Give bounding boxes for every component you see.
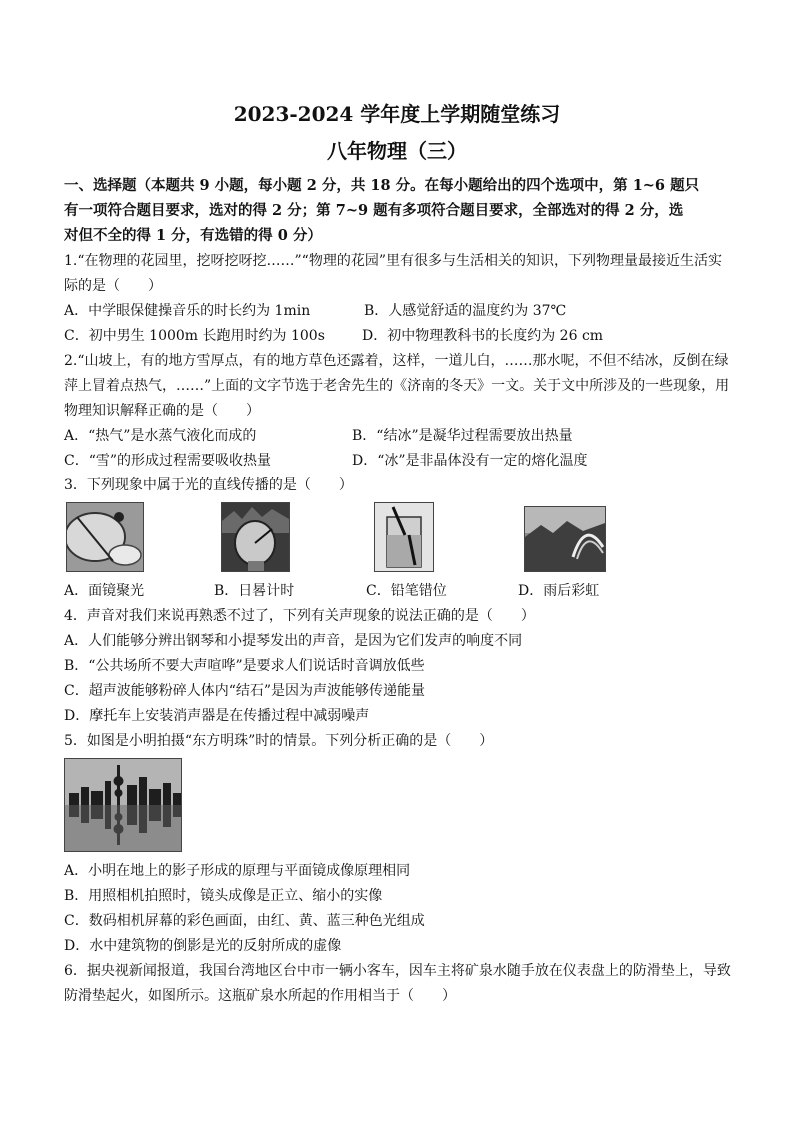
q4-stem: 4．声音对我们来说再熟悉不过了，下列有关声现象的说法正确的是（ ）: [64, 608, 535, 624]
q3-option-b: B．日晷计时: [214, 583, 295, 599]
q4-option-c: C．超声波能够粉碎人体内“结石”是因为声波能够传递能量: [64, 683, 426, 699]
q1-option-d: D．初中物理教科书的长度约为 26 cm: [362, 328, 604, 344]
q2-stem-line1: 2.“山坡上，有的地方雪厚点，有的地方草色还露着，这样，一道儿白，……那水呢，不但不结冰，反倒在绿: [64, 353, 729, 369]
page-subtitle: 八年物理（三）: [327, 139, 467, 163]
q1-option-b: B．人感觉舒适的温度约为 37℃: [364, 303, 567, 319]
q3-image-rainbow: [524, 506, 606, 572]
q3-option-a: A．面镜聚光: [64, 583, 145, 599]
q4-option-b: B．“公共场所不要大声喧哗”是要求人们说话时音调放低些: [64, 658, 425, 674]
page-title: 2023-2024 学年度上学期随堂练习: [233, 102, 561, 126]
q3-image-pencil-glass: [374, 502, 434, 572]
q5-option-d: D．水中建筑物的倒影是光的反射所成的虚像: [64, 938, 342, 954]
q1-option-a: A．中学眼保健操音乐的时长约为 1min: [64, 303, 311, 319]
q2-option-c: C．“雪”的形成过程需要吸收热量: [64, 453, 272, 469]
q3-option-d: D．雨后彩虹: [518, 583, 600, 599]
q2-option-b: B．“结冰”是凝华过程需要放出热量: [352, 428, 573, 444]
section-instructions-line1: 一、选择题（本题共 9 小题，每小题 2 分，共 18 分。在每小题给出的四个选项中，第 1~6 题只: [64, 177, 700, 194]
q3-image-mirror: [66, 502, 144, 572]
q2-stem-line2: 萍上冒着点热气，……”上面的文字节选于老舍先生的《济南的冬天》一文。关于文中所涉及的一些现象，用: [64, 378, 730, 394]
q5-option-a: A．小明在地上的影子形成的原理与平面镜成像原理相同: [64, 863, 411, 879]
q5-option-b: B．用照相机拍照时，镜头成像是正立、缩小的实像: [64, 888, 383, 904]
q1-stem-line1: 1.“在物理的花园里，挖呀挖呀挖……”“物理的花园”里有很多与生活相关的知识，下列物理量最接近生活实: [64, 253, 722, 269]
q5-stem: 5．如图是小明拍摄“东方明珠”时的情景。下列分析正确的是（ ）: [64, 733, 494, 749]
q6-stem-line2: 防滑垫起火，如图所示。这瓶矿泉水所起的作用相当于（ ）: [64, 988, 456, 1004]
q5-image-skyline-reflection: [64, 758, 182, 852]
q5-option-c: C．数码相机屏幕的彩色画面，由红、黄、蓝三种色光组成: [64, 913, 425, 929]
q4-option-d: D．摩托车上安装消声器是在传播过程中减弱噪声: [64, 708, 370, 724]
q2-option-d: D．“冰”是非晶体没有一定的熔化温度: [352, 453, 588, 469]
q4-option-a: A．人们能够分辨出钢琴和小提琴发出的声音，是因为它们发声的响度不同: [64, 633, 523, 649]
section-instructions-line2: 有一项符合题目要求，选对的得 2 分；第 7~9 题有多项符合题目要求，全部选对的得 2 分，选: [64, 202, 684, 219]
q3-option-c: C．铅笔错位: [366, 583, 447, 599]
q6-stem-line1: 6．据央视新闻报道，我国台湾地区台中市一辆小客车，因车主将矿泉水随手放在仪表盘上的防滑垫上，导致: [64, 963, 731, 979]
section-instructions-line3: 对但不全的得 1 分，有选错的得 0 分）: [64, 227, 322, 244]
q1-option-c: C．初中男生 1000m 长跑用时约为 100s: [64, 328, 325, 344]
q2-option-a: A．“热气”是水蒸气液化而成的: [64, 428, 257, 444]
q3-stem: 3．下列现象中属于光的直线传播的是（ ）: [64, 477, 353, 493]
q3-image-sundial: [221, 502, 290, 572]
q2-stem-line3: 物理知识解释正确的是（ ）: [64, 403, 260, 419]
q1-stem-line2: 际的是（ ）: [64, 278, 162, 294]
